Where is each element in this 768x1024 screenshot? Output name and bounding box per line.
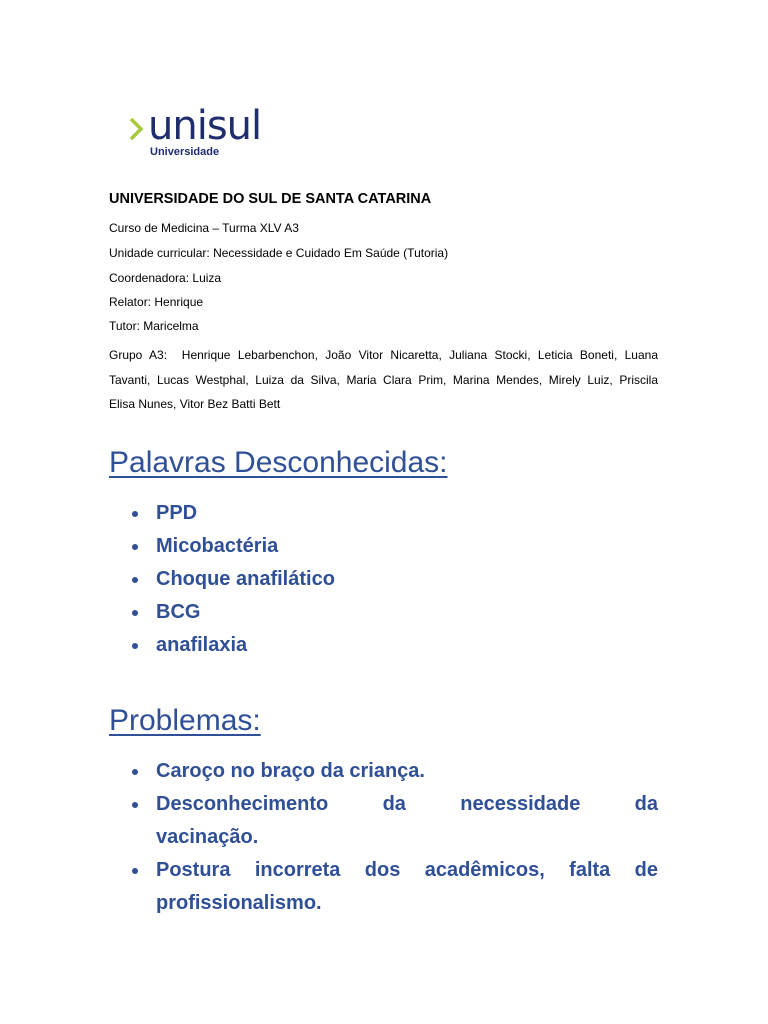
coordenadora-line: Coordenadora: Luiza [109,271,222,285]
problema-2-line-2: vacinação. [156,826,259,848]
list-item: Choque anafilático [109,563,658,596]
unidade-value: Necessidade e Cuidado Em Saúde (Tutoria) [213,246,449,260]
problemas-list [109,755,658,920]
grupo-line-2: Tavanti, Lucas Westphal, Luiza da Silva, Maria Clara Prim, Marina Mendes, Mirely Luiz, Priscila [109,372,658,387]
unidade-line [109,246,448,260]
problema-3-line-1: Postura incorreta dos acadêmicos, falta de [156,859,658,881]
unidade-label: Unidade curricular: [109,246,210,260]
list-item: BCG [109,596,658,629]
unisul-logo [128,103,278,166]
tutor-line: Tutor: Maricelma [109,319,199,333]
problema-2-line-1: Desconhecimento da necessidade da [156,793,658,815]
list-item [109,755,658,788]
palavras-list [109,497,658,662]
list-item: anafilaxia [109,629,658,662]
relator-line: Relator: Henrique [109,295,204,309]
problemas-heading: Problemas: [109,704,261,737]
grupo-line-1: Henrique Lebarbenchon, João Vitor Nicaretta, Juliana Stocki, Leticia Boneti, Luana [181,348,659,362]
chevron-logo-icon [128,116,146,142]
problema-3-line-2: profissionalismo. [156,892,322,914]
curso-line: Curso de Medicina – Turma XLV A3 [109,221,299,235]
grupo-line-3: Elisa Nunes, Vitor Bez Batti Bett [109,397,281,411]
list-item [109,854,658,920]
university-title: UNIVERSIDADE DO SUL DE SANTA CATARINA [109,191,432,207]
grupo-paragraph [109,343,658,417]
list-item: PPD [109,497,658,530]
list-item [109,788,658,854]
logo-wordmark: unisul [148,103,262,149]
grupo-label: Grupo A3: [109,348,168,362]
problema-1-text: Caroço no braço da criança. [156,760,425,782]
logo-subtitle: Universidade [150,146,220,158]
palavras-heading: Palavras Desconhecidas: [109,446,448,479]
list-item: Micobactéria [109,530,658,563]
